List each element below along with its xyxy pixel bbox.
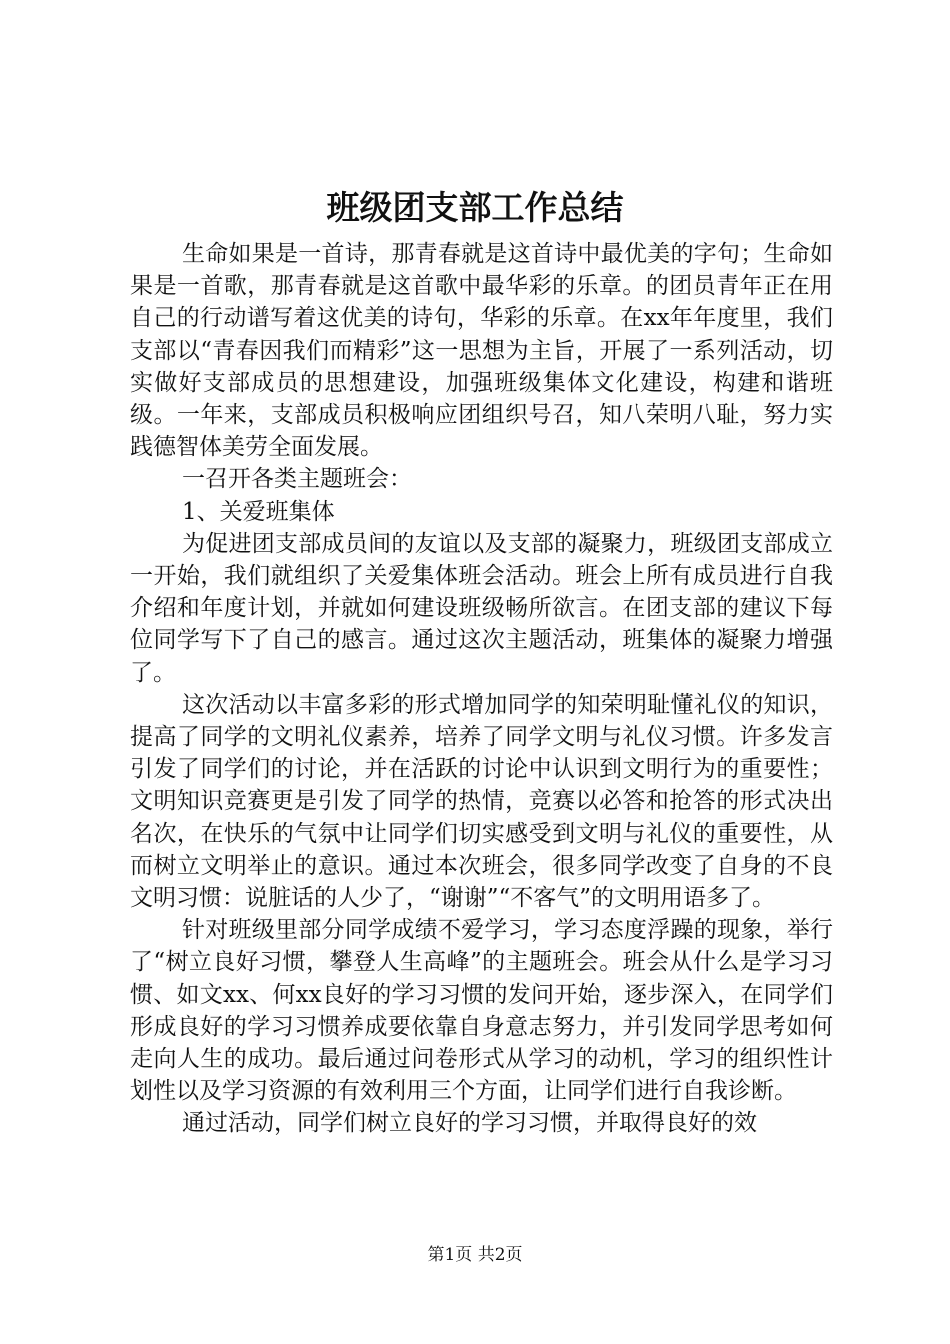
paragraph-continuation: 通过活动，同学们树立良好的学习习惯，并取得良好的效 (182, 1110, 757, 1137)
paragraph-care-class: 为促进团支部成员间的友谊以及支部的凝聚力，班级团支部成立一开始，我们就组织了关爱集体班会活动。班会上所有成员进行自我介绍和年度计划，并就如何建设班级畅所欲言。在团支部的建议下每位同学写下了自己的感言。通过这次主题活动，班集体的凝聚力增强了。 (130, 530, 833, 686)
section-heading: 一召开各类主题班会： (182, 466, 412, 493)
paragraph-study-habits: 针对班级里部分同学成绩不爱学习，学习态度浮躁的现象，举行了“树立良好习惯，攀登人生高峰”的主题班会。班会从什么是学习习惯、如文xx、何xx良好的学习习惯的发问开始，逐步深入，在同学们形成良好的学习习惯养成要依靠自身意志努力，并引发同学思考如何走向人生的成功。最后通过问卷形式从学习的动机，学习的组织性计划性以及学习资源的有效利用三个方面，让同学们进行自我诊断。 (130, 917, 833, 1105)
subsection-heading: 1、关爱班集体 (182, 498, 335, 525)
document-title: 班级团支部工作总结 (326, 188, 624, 227)
paragraph-etiquette: 这次活动以丰富多彩的形式增加同学的知荣明耻懂礼仪的知识，提高了同学的文明礼仪素养，培养了同学文明与礼仪习惯。许多发言引发了同学们的讨论，并在活跃的讨论中认识到文明行为的重要性；文明知识竞赛更是引发了同学的热情，竞赛以必答和抢答的形式决出名次，在快乐的气氛中让同学们切实感受到文明与礼仪的重要性，从而树立文明举止的意识。通过本次班会，很多同学改变了自身的不良文明习惯：说脏话的人少了，“谢谢”“不客气”的文明用语多了。 (130, 691, 833, 912)
document-body (130, 238, 833, 1140)
page-number-footer: 第1页 共2页 (427, 1245, 523, 1265)
paragraph-intro: 生命如果是一首诗，那青春就是这首诗中最优美的字句；生命如果是一首歌，那青春就是这首歌中最华彩的乐章。的团员青年正在用自己的行动谱写着这优美的诗句，华彩的乐章。在xx年年度里，我们支部以“青春因我们而精彩”这一思想为主旨，开展了一系列活动，切实做好支部成员的思想建设，加强班级集体文化建设，构建和谐班级。一年来，支部成员积极响应团组织号召，知八荣明八耻，努力实践德智体美劳全面发展。 (130, 241, 833, 461)
